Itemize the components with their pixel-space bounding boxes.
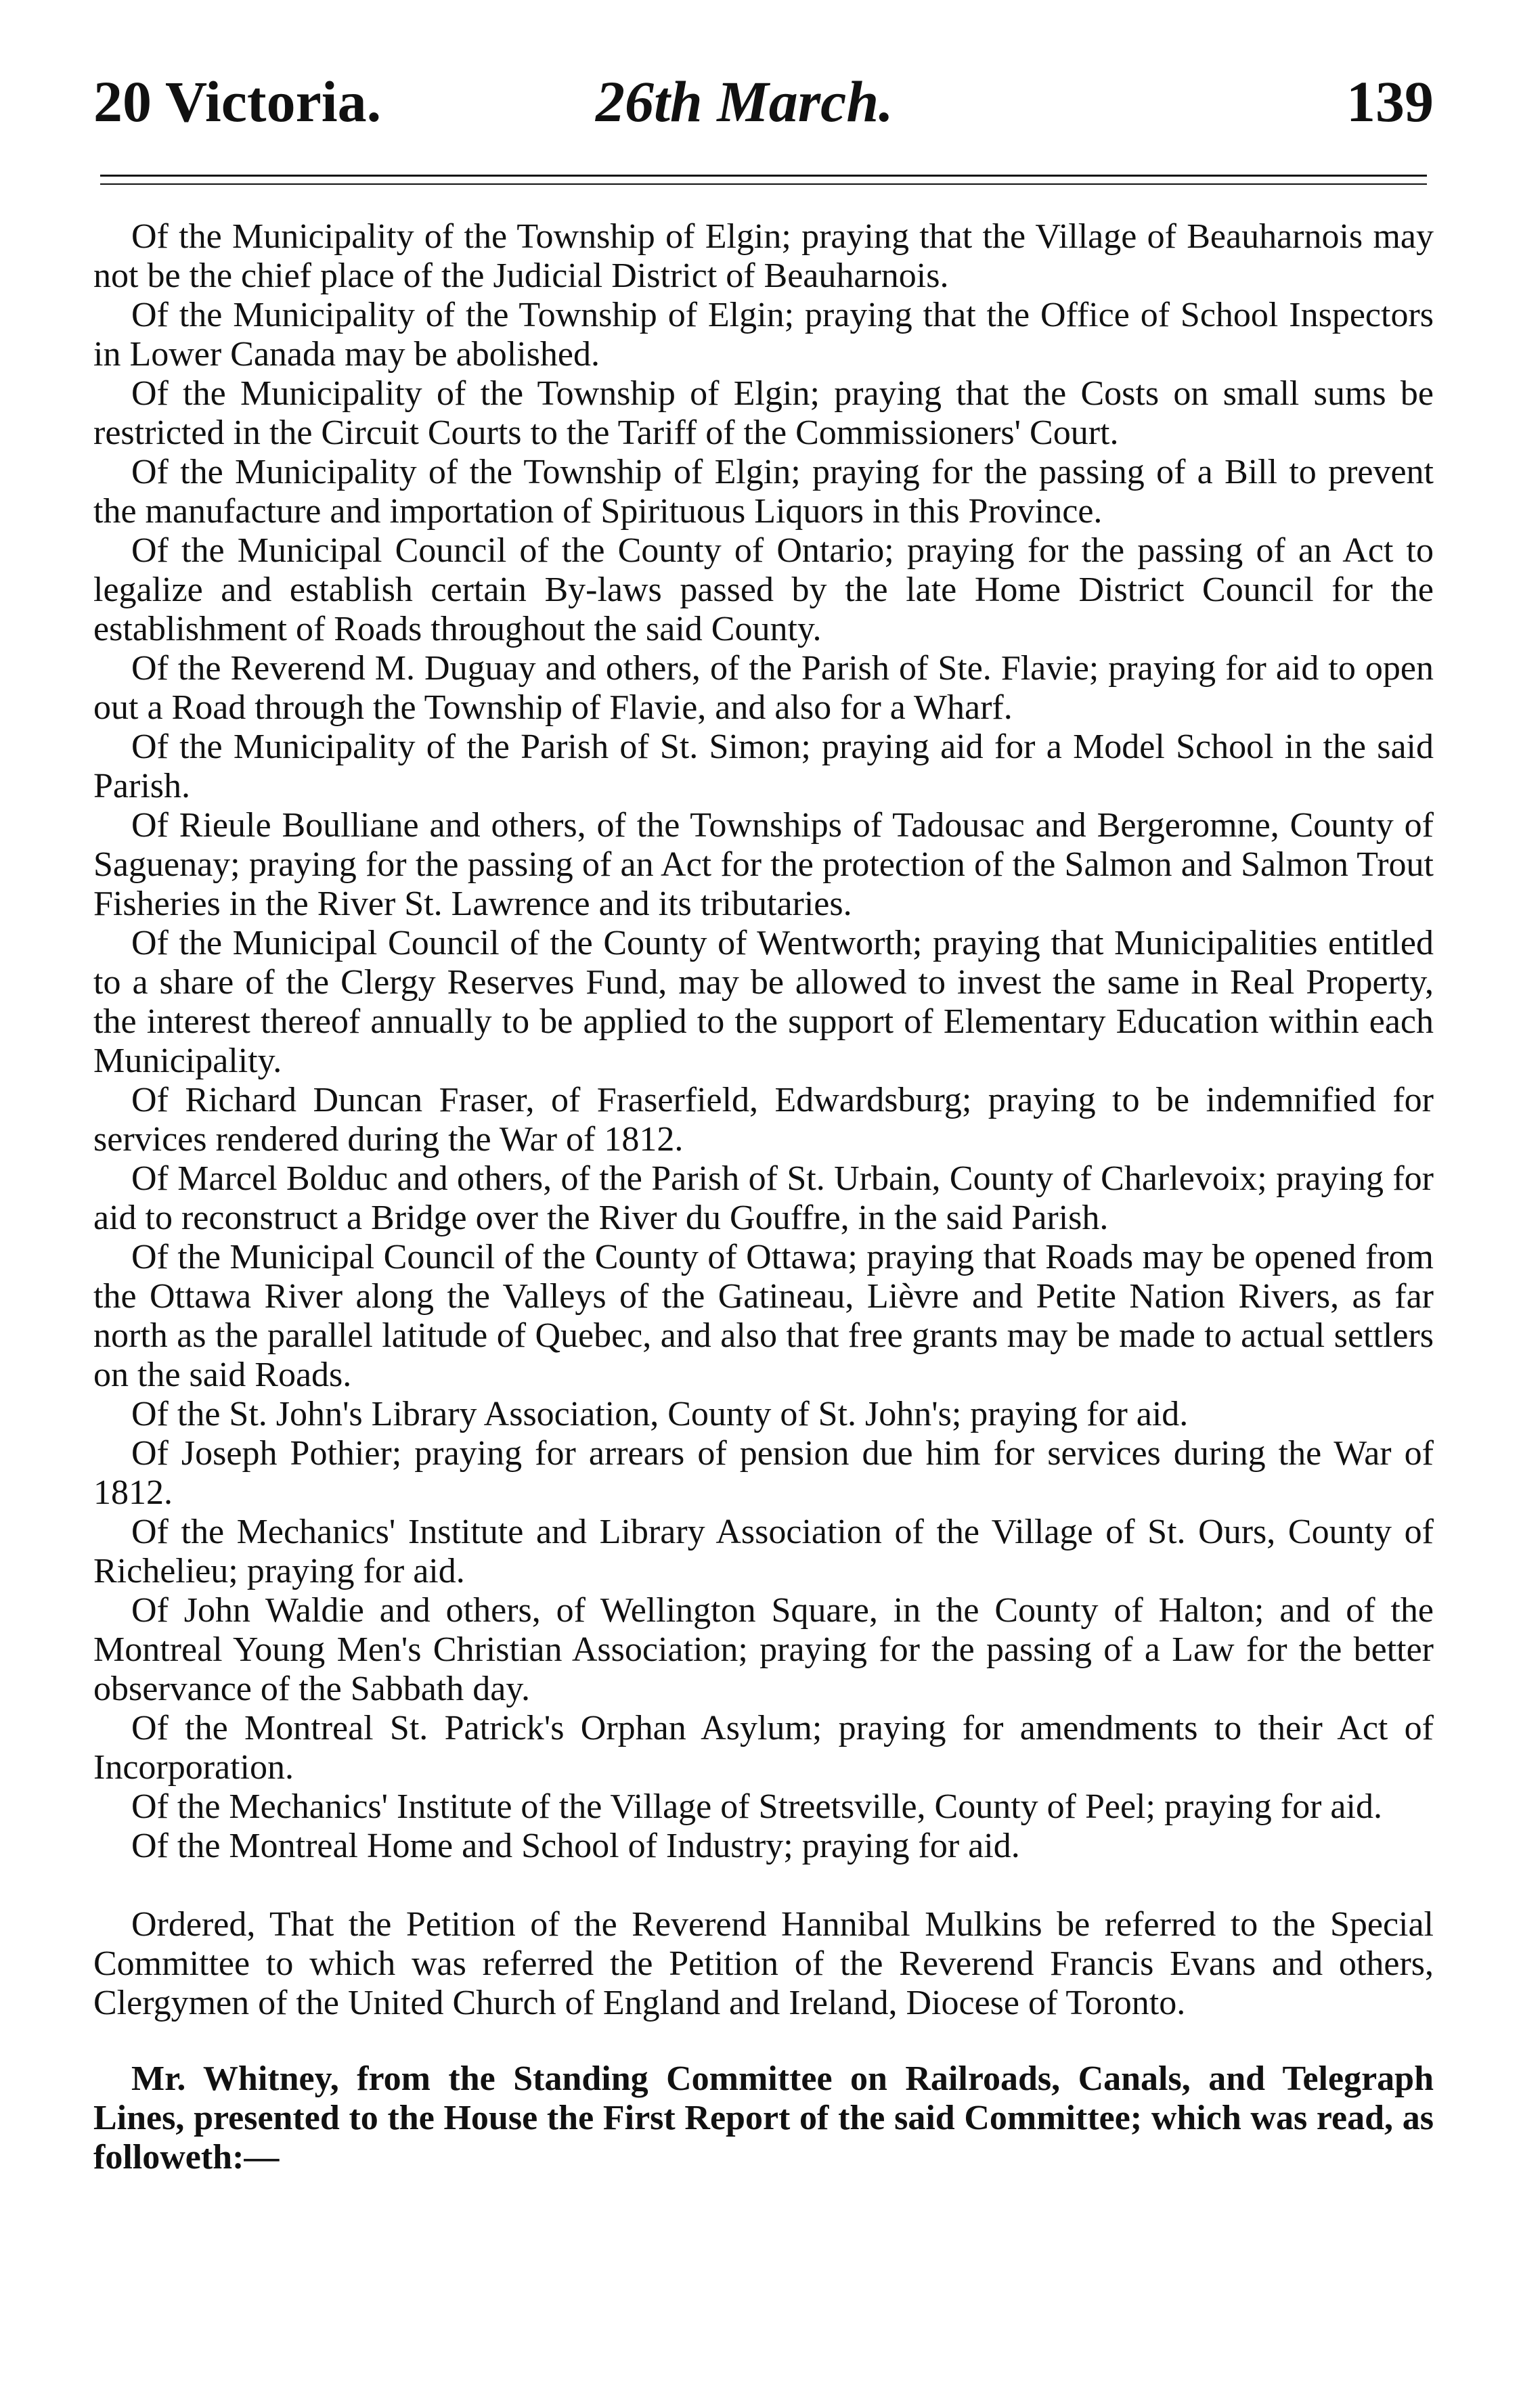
petition-item: Of the Montreal Home and School of Industry; praying for aid. [131, 1827, 1020, 1865]
petition-item: Of John Waldie and others, of Wellington Square, in the County of Halton; and of the Montreal Young Men's Christian Association; praying for the passing of a Law for the better observance of the Sabbath day. [93, 1591, 1434, 1708]
petition-item: Of the Reverend M. Duguay and others, of the Parish of Ste. Flavie; praying for aid to open out a Road through the Township of Flavie, and also for a Wharf. [93, 649, 1434, 727]
petition-item: Of the Municipality of the Parish of St. Simon; praying aid for a Model School in the said Parish. [93, 728, 1434, 805]
petition-item: Of Marcel Bolduc and others, of the Parish of St. Urbain, County of Charlevoix; praying for aid to reconstruct a Bridge over the River du Gouffre, in the said Parish. [93, 1159, 1434, 1237]
journal-page [93, 61, 1434, 2212]
session-date: 26th March. [596, 69, 894, 134]
petition-item: Of the Municipality of the Township of Elgin; praying that the Village of Beauharnois may not be the chief place of the Judicial District of Beauharnois. [93, 217, 1434, 295]
petition-item: Of the Municipal Council of the County of Ottawa; praying that Roads may be opened from the Ottawa River along the Valleys of the Gatineau, Lièvre and Petite Nation Rivers, as far north as the parallel latitude of Quebec, and also that free grants may be made to actual settlers on the said Roads. [93, 1238, 1434, 1394]
order-paragraph: Ordered, That the Petition of the Reverend Hannibal Mulkins be referred to the Special Committee to which was referred the Petition of the Reverend Francis Evans and others, Clergymen of the United Church of England and Ireland, Diocese of Toronto. [93, 1905, 1434, 2022]
petition-item: Of Joseph Pothier; praying for arrears of pension due him for services during the War of 1812. [93, 1434, 1434, 1512]
header-rule [100, 175, 1427, 185]
committee-report-paragraph: Mr. Whitney, from the Standing Committee on Railroads, Canals, and Telegraph Lines, presented to the House the First Report of the said Committee; which was read, as followeth:— [93, 2059, 1434, 2177]
petition-item: Of the St. John's Library Association, County of St. John's; praying for aid. [131, 1395, 1189, 1433]
running-head [93, 61, 1434, 142]
petition-item: Of the Municipal Council of the County of Wentworth; praying that Municipalities entitled to a share of the Clergy Reserves Fund, may be allowed to invest the same in Real Property, the interest thereof annually to be applied to the support of Elementary Education within each Municipality. [93, 924, 1434, 1080]
petition-item: Of the Municipality of the Township of Elgin; praying for the passing of a Bill to prevent the manufacture and importation of Spirituous Liquors in this Province. [93, 453, 1434, 531]
petition-list [93, 217, 1434, 1866]
petition-item: Of Rieule Boulliane and others, of the Townships of Tadousac and Bergeromne, County of Saguenay; praying for the passing of an Act for the protection of the Salmon and Salmon Trout Fisheries in the River St. Lawrence and its tributaries. [93, 806, 1434, 923]
petition-item: Of the Montreal St. Patrick's Orphan Asylum; praying for amendments to their Act of Incorporation. [93, 1709, 1434, 1787]
petition-item: Of the Mechanics' Institute of the Village of Streetsville, County of Peel; praying for aid. [131, 1787, 1382, 1826]
petition-item: Of the Mechanics' Institute and Library Association of the Village of St. Ours, County of Richelieu; praying for aid. [93, 1513, 1434, 1590]
petition-item: Of the Municipal Council of the County of Ontario; praying for the passing of an Act to legalize and establish certain By-laws passed by the late Home District Council for the establishment of Roads throughout the said County. [93, 531, 1434, 648]
page-number: 139 [1346, 69, 1434, 134]
petition-item: Of the Municipality of the Township of Elgin; praying that the Office of School Inspectors in Lower Canada may be abolished. [93, 296, 1434, 374]
petition-item: Of Richard Duncan Fraser, of Fraserfield, Edwardsburg; praying to be indemnified for services rendered during the War of 1812. [93, 1081, 1434, 1159]
regnal-year: 20 Victoria. [93, 69, 382, 134]
petition-item: Of the Municipality of the Township of Elgin; praying that the Costs on small sums be restricted in the Circuit Courts to the Tariff of the Commissioners' Court. [93, 374, 1434, 452]
